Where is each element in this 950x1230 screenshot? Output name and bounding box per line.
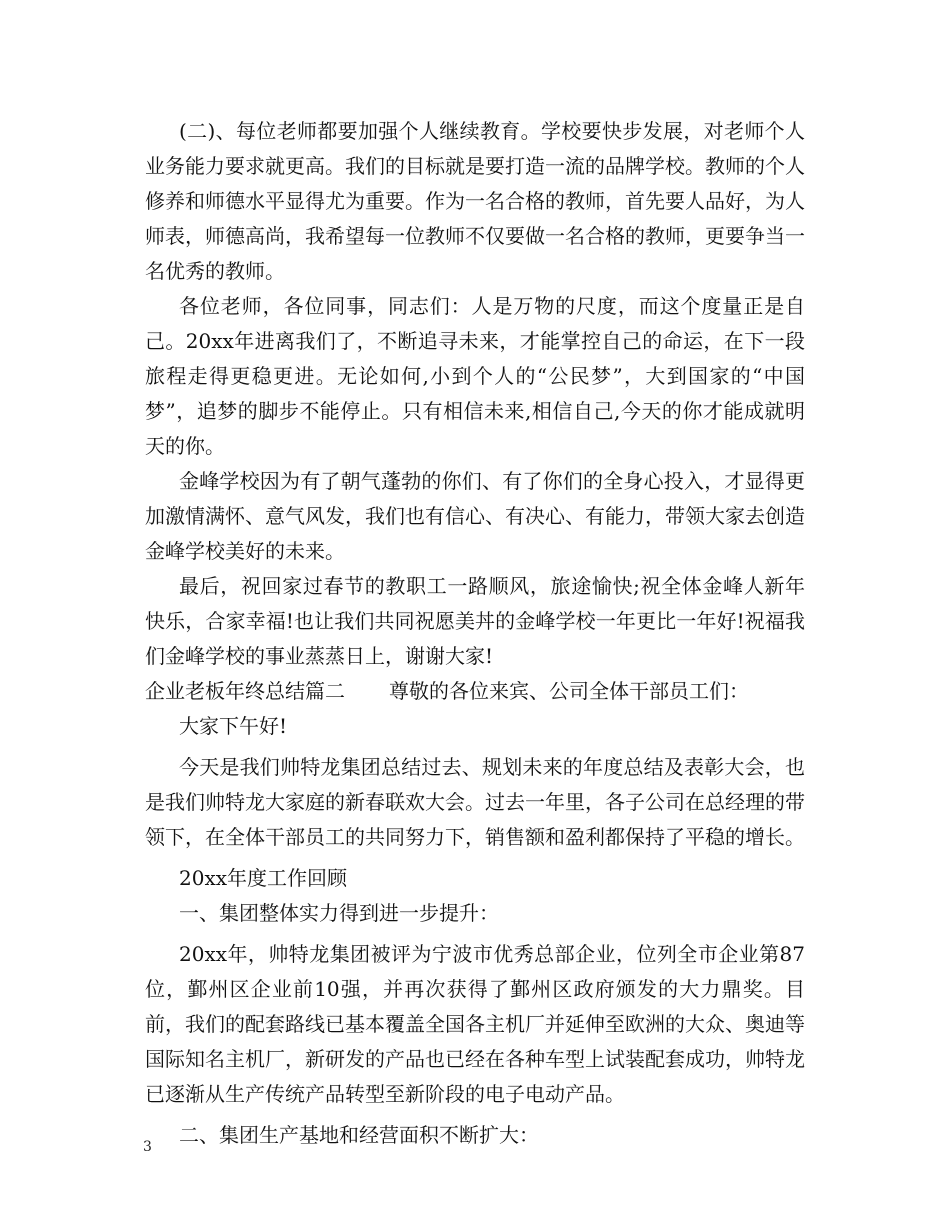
- paragraph-intro: 今天是我们帅特龙集团总结过去、规划未来的年度总结及表彰大会，也是我们帅特龙大家庭的新春联欢大会。过去一年里，各子公司在总经理的带领下，在全体干部员工的共同努力下，销售额和盈利都保持了平稳的增长。: [145, 755, 805, 849]
- salutation: 尊敬的各位来宾、公司全体干部员工们：: [389, 679, 749, 703]
- point-two-title: 二、集团生产基地和经营面积不断扩大：: [179, 1123, 539, 1147]
- section-title: 企业老板年终总结篇二: [145, 679, 345, 703]
- review-title: 20xx年度工作回顾: [179, 866, 348, 890]
- paragraph-wishes: 最后，祝回家过春节的教职工一路顺风，旅途愉快;祝全体金峰人新年快乐，合家幸福!也让我们共同祝愿美丼的金峰学校一年更比一年好!祝福我们金峰学校的事业蒸蒸日上，谢谢大家!: [145, 574, 805, 668]
- paragraph-dream: 各位老师，各位同事，同志们：人是万物的尺度，而这个度量正是自己。20xx年进离我们了，不断追寻未来，才能掌控自己的命运，在下一段旅程走得更稳更进。无论如何,小到个人的“公民梦”，大到国家的“中国梦”，追梦的脚步不能停止。只有相信未来,相信自己,今天的你才能成就明天的你。: [145, 294, 805, 458]
- document-body: [145, 114, 805, 1153]
- paragraph-teacher-education: (二)、每位老师都要加强个人继续教育。学校要快步发展，对老师个人业务能力要求就更高。我们的目标就是要打造一流的品牌学校。教师的个人修养和师德水平显得尤为重要。作为一名合格的教师，首先要人品好，为人师表，师德高尚，我希望每一位教师不仅要做一名合格的教师，更要争当一名优秀的教师。: [145, 119, 805, 283]
- page-number: 3: [143, 1139, 152, 1155]
- paragraph-point-one: 20xx年，帅特龙集团被评为宁波市优秀总部企业，位列全市企业第87位，鄞州区企业前10强，并再次获得了鄞州区政府颁发的大力鼎奖。目前，我们的配套路线已基本覆盖全国各主机厂并延伸至欧洲的大众、奥迪等国际知名主机厂，新研发的产品也已经在各种车型上试装配套成功，帅特龙已逐渐从生产传统产品转型至新阶段的电子电动产品。: [145, 942, 805, 1106]
- point-one-title: 一、集团整体实力得到进一步提升：: [179, 901, 499, 925]
- section-heading-line: [145, 674, 805, 709]
- paragraph-school-future: 金峰学校因为有了朝气蓬勃的你们、有了你们的全身心投入，才显得更加激情满怀、意气风发，我们也有信心、有决心、有能力，带领大家去创造金峰学校美好的未来。: [145, 469, 805, 563]
- greeting: 大家下午好!: [179, 714, 288, 738]
